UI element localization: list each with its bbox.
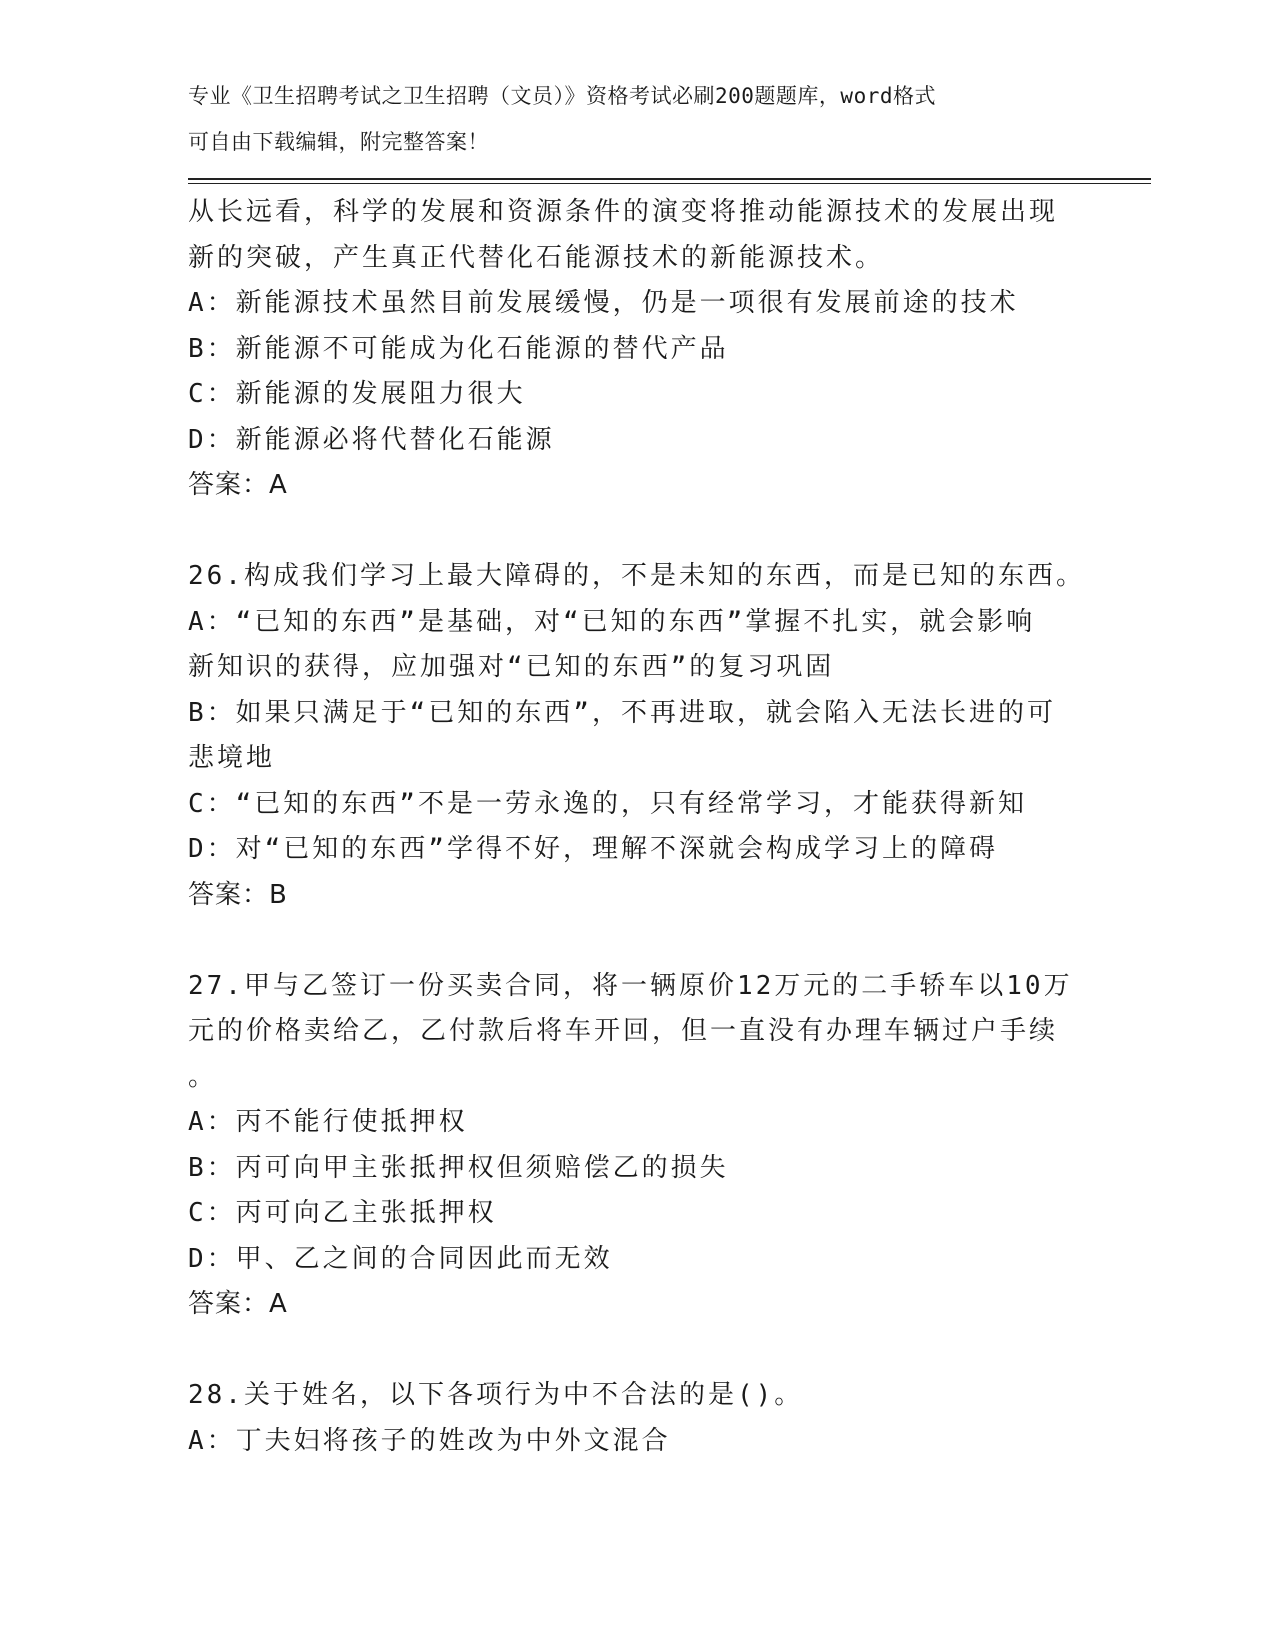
- question-stem: 新的突破，产生真正代替化石能源技术的新能源技术。: [188, 242, 885, 273]
- option-b: B：新能源不可能成为化石能源的替代产品: [188, 333, 729, 364]
- question-27: [188, 964, 1088, 1328]
- option-b: B：丙可向甲主张抵押权但须赔偿乙的损失: [188, 1152, 729, 1183]
- option-a: A：“已知的东西”是基础，对“已知的东西”掌握不扎实，就会影响: [188, 606, 1036, 637]
- document-header: [188, 74, 1088, 165]
- answer-line: 答案：A: [188, 470, 288, 500]
- spacer: [188, 1328, 1088, 1374]
- question-stem: 元的价格卖给乙，乙付款后将车开回，但一直没有办理车辆过户手续: [188, 1016, 1059, 1046]
- header-line-1: 专业《卫生招聘考试之卫生招聘（文员）》资格考试必刷200题题库，word格式: [188, 84, 936, 108]
- option-a: A：新能源技术虽然目前发展缓慢，仍是一项很有发展前途的技术: [188, 288, 1019, 318]
- spacer: [188, 509, 1088, 555]
- option-d: D：新能源必将代替化石能源: [188, 424, 555, 455]
- question-stem: 从长远看，科学的发展和资源条件的演变将推动能源技术的发展出现: [188, 197, 1059, 227]
- question-stem: 。: [188, 1061, 218, 1092]
- option-b-continued: 悲境地: [188, 743, 276, 773]
- question-list: [188, 190, 1088, 1464]
- option-c: C：“已知的东西”不是一劳永逸的，只有经常学习，才能获得新知: [188, 788, 1027, 819]
- option-d: D：甲、乙之间的合同因此而无效: [188, 1243, 613, 1274]
- header-rule-thick: [188, 178, 1151, 180]
- option-c: C：丙可向乙主张抵押权: [188, 1198, 497, 1228]
- option-c: C：新能源的发展阻力很大: [188, 379, 526, 409]
- option-d: D：对“已知的东西”学得不好，理解不深就会构成学习上的障碍: [188, 834, 998, 864]
- option-b: B：如果只满足于“已知的东西”，不再进取，就会陷入无法长进的可: [188, 697, 1056, 728]
- question-stem: 27.甲与乙签订一份买卖合同，将一辆原价12万元的二手轿车以10万: [188, 970, 1073, 1001]
- question-25: [188, 190, 1088, 509]
- question-stem: 26.构成我们学习上最大障碍的，不是未知的东西，而是已知的东西。: [188, 561, 1085, 591]
- answer-line: 答案：A: [188, 1289, 288, 1319]
- header-line-2: 可自由下载编辑，附完整答案！: [188, 129, 489, 154]
- question-stem: 28.关于姓名，以下各项行为中不合法的是()。: [188, 1380, 804, 1410]
- option-a-continued: 新知识的获得，应加强对“已知的东西”的复习巩固: [188, 652, 835, 682]
- question-26: [188, 554, 1088, 918]
- answer-line: 答案：B: [188, 879, 288, 910]
- header-rule-thin: [188, 183, 1151, 184]
- spacer: [188, 918, 1088, 964]
- option-a: A：丁夫妇将孩子的姓改为中外文混合: [188, 1425, 671, 1456]
- question-28: [188, 1373, 1088, 1464]
- option-a: A：丙不能行使抵押权: [188, 1107, 468, 1137]
